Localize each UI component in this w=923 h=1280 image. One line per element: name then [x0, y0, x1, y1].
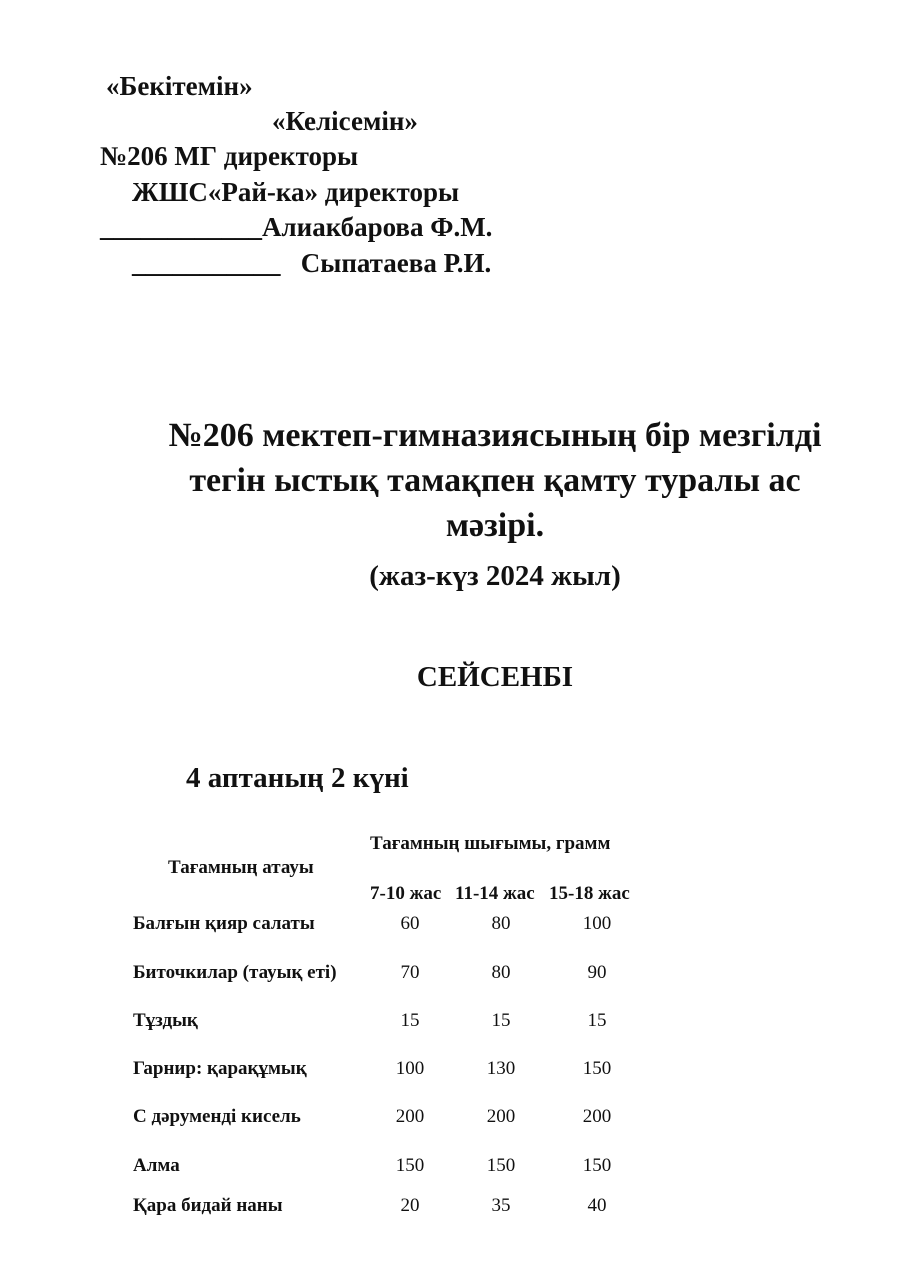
- signature-underline: ___________: [132, 248, 281, 278]
- dish-name: Тұздық: [133, 1010, 198, 1031]
- agree-label: «Келісемін»: [272, 106, 418, 136]
- yield-value: 150: [582, 1058, 612, 1079]
- yield-value: 70: [400, 962, 420, 983]
- age-group-header-2: 11-14 жас: [455, 883, 535, 904]
- name-column-header: Тағамның атауы: [168, 857, 314, 878]
- yield-value: 200: [486, 1106, 516, 1127]
- age-group-header-1: 7-10 жас: [370, 883, 442, 904]
- yield-value: 150: [395, 1155, 425, 1176]
- director2-title: ЖШС«Рай-ка» директоры: [132, 177, 460, 207]
- yield-value: 150: [582, 1155, 612, 1176]
- dish-name: Қара бидай наны: [133, 1195, 283, 1216]
- yield-value: 150: [486, 1155, 516, 1176]
- week-label: 4 аптаның 2 күні: [186, 762, 409, 794]
- period-label: (жаз-күз 2024 жыл): [369, 560, 621, 592]
- signature-line-1: ____________Алиакбарова Ф.М.: [100, 212, 493, 242]
- approve-label: «Бекітемін»: [106, 71, 253, 101]
- yield-value: 15: [491, 1010, 511, 1031]
- signature-name-2: Сыпатаева Р.И.: [300, 248, 492, 278]
- yield-value: 90: [587, 962, 607, 983]
- dish-name: С дәруменді кисель: [133, 1106, 301, 1127]
- title-line-3: мәзірі.: [445, 507, 545, 544]
- yield-value: 40: [587, 1195, 607, 1216]
- yield-value: 15: [400, 1010, 420, 1031]
- title-line-2: тегін ыстық тамақпен қамту туралы ас: [189, 462, 801, 499]
- document-title: [100, 413, 890, 548]
- dish-name: Алма: [133, 1155, 180, 1176]
- yield-value: 100: [395, 1058, 425, 1079]
- yield-value: 130: [486, 1058, 516, 1079]
- yield-column-header: Тағамның шығымы, грамм: [370, 833, 611, 854]
- yield-value: 35: [491, 1195, 511, 1216]
- age-group-header-3: 15-18 жас: [549, 883, 630, 904]
- yield-value: 200: [582, 1106, 612, 1127]
- yield-value: 80: [491, 962, 511, 983]
- yield-value: 80: [491, 913, 511, 934]
- title-line-1: №206 мектеп-гимназиясының бір мезгілді: [168, 417, 822, 454]
- yield-value: 15: [587, 1010, 607, 1031]
- yield-value: 200: [395, 1106, 425, 1127]
- director1-title: №206 МГ директоры: [100, 141, 359, 171]
- dish-name: Биточкилар (тауық еті): [133, 962, 337, 983]
- signature-line-2: [132, 245, 491, 281]
- yield-value: 20: [400, 1195, 420, 1216]
- yield-value: 60: [400, 913, 420, 934]
- dish-name: Гарнир: қарақұмық: [133, 1058, 307, 1079]
- yield-value: 100: [582, 913, 612, 934]
- dish-name: Балғын қияр салаты: [133, 913, 315, 934]
- day-label: СЕЙСЕНБІ: [416, 661, 574, 693]
